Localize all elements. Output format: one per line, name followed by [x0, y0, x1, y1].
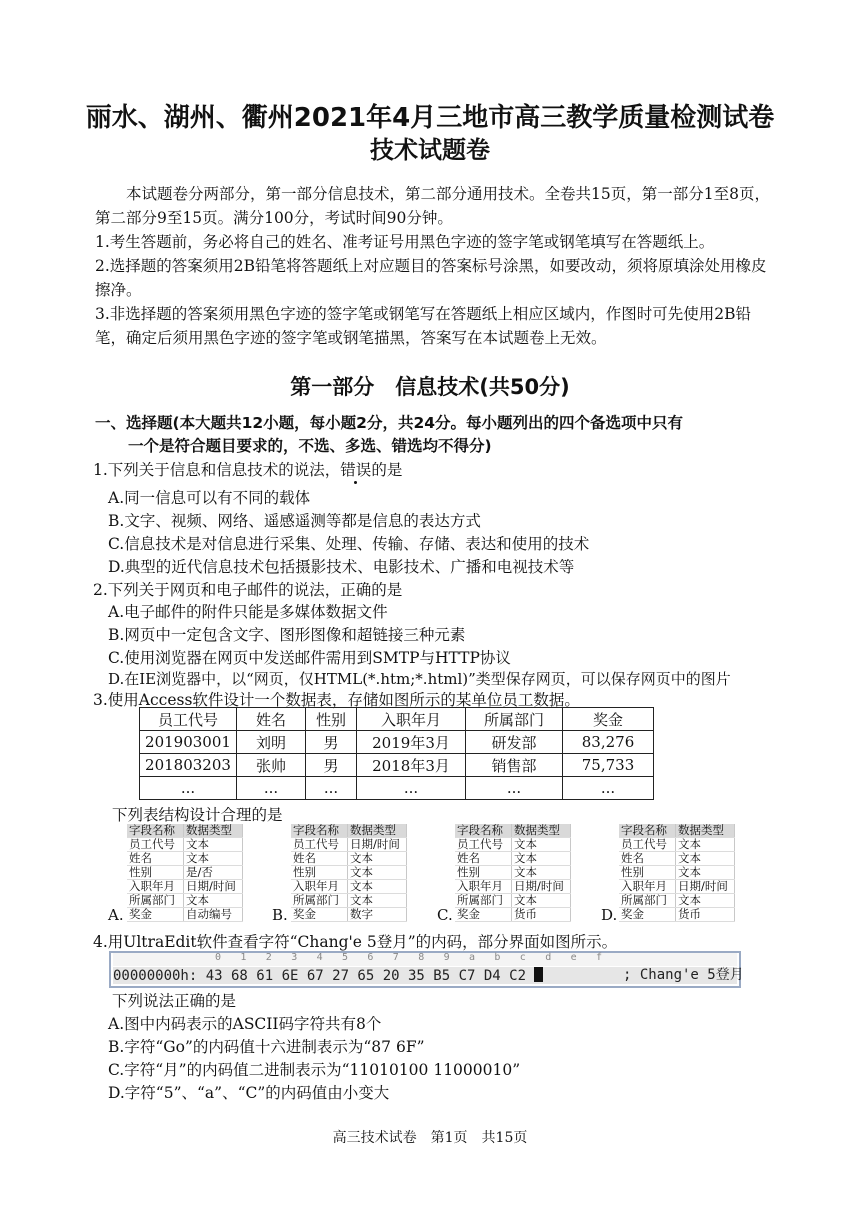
- field-type-cell: 是/否: [184, 866, 243, 880]
- field-row: [619, 880, 735, 894]
- field-type-cell: 文本: [676, 866, 735, 880]
- hex-ruler-digit: 0: [215, 952, 222, 963]
- field-name-cell: 奖金: [127, 908, 184, 922]
- field-type-cell: 数据类型: [348, 824, 407, 838]
- table-cell: 75,733: [563, 754, 654, 777]
- exam-subtitle: 技术试题卷: [370, 136, 490, 164]
- field-type-cell: 日期/时间: [512, 880, 571, 894]
- field-row: [291, 908, 407, 922]
- field-name-cell: 奖金: [619, 908, 676, 922]
- hex-ruler-digit: 7: [392, 952, 399, 963]
- field-row: [455, 880, 571, 894]
- table-cell: 男: [306, 754, 357, 777]
- design-option-label: A.: [108, 906, 124, 924]
- field-structure-table: [455, 824, 571, 922]
- question-4-option-d: D.字符“5”、“a”、“C”的内码值由小变大: [108, 1084, 390, 1102]
- hex-ruler-digit: 4: [316, 952, 323, 963]
- field-name-cell: 奖金: [455, 908, 512, 922]
- field-name-cell: 姓名: [619, 852, 676, 866]
- table-cell: ...: [237, 777, 306, 800]
- question-1-stem-prefix: 1.下列关于信息和信息技术的说法，: [93, 461, 341, 479]
- instruction-3: 3.非选择题的答案须用黑色字迹的签字笔或钢笔写在答题纸上相应区域内，作图时可先使用2B铅笔，确定后须用黑色字迹的签字笔或钢笔描黑，答案写在本试题卷上无效。: [95, 305, 752, 347]
- field-name-cell: 奖金: [291, 908, 348, 922]
- field-type-cell: 文本: [512, 894, 571, 908]
- table-header-row: [140, 708, 654, 731]
- field-type-cell: 文本: [184, 852, 243, 866]
- hex-ruler-digit: 6: [367, 952, 374, 963]
- hex-data-row: [113, 967, 744, 984]
- hex-ruler-digit: 2: [265, 952, 272, 963]
- hex-ruler-digit: 5: [342, 952, 349, 963]
- field-type-cell: 文本: [676, 894, 735, 908]
- field-row: [619, 852, 735, 866]
- field-header-row: [619, 824, 735, 838]
- question-1-option-d: D.典型的近代信息技术包括摄影技术、电影技术、广播和电视技术等: [108, 558, 575, 576]
- hex-ruler-digit: 3: [291, 952, 298, 963]
- field-row: [127, 880, 243, 894]
- field-name-cell: 字段名称: [291, 824, 348, 838]
- field-type-cell: 文本: [512, 838, 571, 852]
- part-heading: 第一部分 信息技术(共50分): [290, 375, 570, 399]
- field-type-cell: 文本: [348, 866, 407, 880]
- table-cell: 201803203: [140, 754, 237, 777]
- field-row: [291, 880, 407, 894]
- field-name-cell: 员工代号: [291, 838, 348, 852]
- table-row: [140, 754, 654, 777]
- emphasis-text: 错误: [340, 461, 372, 479]
- field-type-cell: 文本: [348, 894, 407, 908]
- question-1-option-c: C.信息技术是对信息进行采集、处理、传输、存储、表达和使用的技术: [108, 535, 590, 553]
- field-name-cell: 性别: [455, 866, 512, 880]
- field-row: [619, 908, 735, 922]
- field-type-cell: 文本: [676, 838, 735, 852]
- question-4-option-b: B.字符“Go”的内码值十六进制表示为“87 6F”: [108, 1038, 425, 1056]
- field-structure-table: [127, 824, 243, 922]
- question-2-option-c: C.使用浏览器在网页中发送邮件需用到SMTP与HTTP协议: [108, 649, 511, 667]
- question-1-option-a: A.同一信息可以有不同的载体: [108, 489, 311, 507]
- field-name-cell: 入职年月: [619, 880, 676, 894]
- table-cell: ...: [466, 777, 563, 800]
- field-type-cell: 文本: [184, 894, 243, 908]
- field-name-cell: 字段名称: [127, 824, 184, 838]
- hex-ruler-digit: 8: [418, 952, 425, 963]
- field-row: [291, 852, 407, 866]
- field-row: [127, 908, 243, 922]
- field-name-cell: 性别: [291, 866, 348, 880]
- field-type-cell: 数据类型: [512, 824, 571, 838]
- field-row: [127, 838, 243, 852]
- table-header-cell: 奖金: [563, 708, 654, 731]
- question-2-option-d: D.在IE浏览器中，以“网页，仅HTML(*.htm;*.html)”类型保存网页，可以保存网页中的图片: [108, 670, 731, 688]
- field-row: [619, 894, 735, 908]
- field-name-cell: 员工代号: [455, 838, 512, 852]
- table-header-cell: 性别: [306, 708, 357, 731]
- hex-ruler-digit: c: [519, 952, 526, 963]
- question-3-followup: 下列表结构设计合理的是: [112, 806, 283, 824]
- field-type-cell: 数据类型: [184, 824, 243, 838]
- field-header-row: [455, 824, 571, 838]
- table-cell: 研发部: [466, 731, 563, 754]
- question-2-option-b: B.网页中一定包含文字、图形图像和超链接三种元素: [108, 626, 466, 644]
- field-type-cell: 文本: [676, 852, 735, 866]
- hex-column-ruler: [113, 953, 737, 966]
- field-row: [455, 908, 571, 922]
- table-cell: ...: [357, 777, 466, 800]
- field-row: [127, 894, 243, 908]
- table-cell: 男: [306, 731, 357, 754]
- hex-ruler-digit: 9: [443, 952, 450, 963]
- field-row: [619, 866, 735, 880]
- hex-ruler-digit: 1: [240, 952, 247, 963]
- section-instructions-line2: 一个是符合题目要求的，不选、多选、错选均不得分): [128, 437, 492, 455]
- field-name-cell: 性别: [619, 866, 676, 880]
- field-row: [619, 838, 735, 852]
- question-2-stem: 2.下列关于网页和电子邮件的说法，正确的是: [93, 581, 403, 599]
- hex-ruler-digit: e: [570, 952, 577, 963]
- intro-paragraph: 本试题卷分两部分，第一部分信息技术，第二部分通用技术。全卷共15页，第一部分1至8页，第二部分9至15页。满分100分，考试时间90分钟。: [95, 185, 770, 227]
- hex-bytes: 00000000h: 43 68 61 6E 67 27 65 20 35 B5 C7 D4 C2: [113, 968, 527, 984]
- field-type-cell: 自动编号: [184, 908, 243, 922]
- instruction-1: 1.考生答题前，务必将自己的姓名、准考证号用黑色字迹的签字笔或钢笔填写在答题纸上。: [95, 233, 715, 251]
- ultraedit-hex-view: [109, 951, 744, 988]
- field-type-cell: 数据类型: [676, 824, 735, 838]
- question-1-stem-suffix: 的是: [371, 461, 403, 479]
- field-type-cell: 货币: [676, 908, 735, 922]
- question-1-stem: [93, 458, 402, 480]
- hex-ruler-digit: d: [545, 952, 552, 963]
- field-type-cell: 日期/时间: [676, 880, 735, 894]
- field-type-cell: 文本: [184, 838, 243, 852]
- instruction-2: 2.选择题的答案须用2B铅笔将答题纸上对应题目的答案标号涂黑，如要改动，须将原填涂处用橡皮擦净。: [95, 257, 767, 299]
- field-header-row: [291, 824, 407, 838]
- table-row: [140, 777, 654, 800]
- field-name-cell: 所属部门: [291, 894, 348, 908]
- field-name-cell: 字段名称: [455, 824, 512, 838]
- field-type-cell: 文本: [348, 880, 407, 894]
- field-header-row: [127, 824, 243, 838]
- design-option-label: D.: [601, 906, 618, 924]
- field-name-cell: 所属部门: [619, 894, 676, 908]
- field-row: [455, 838, 571, 852]
- field-name-cell: 员工代号: [619, 838, 676, 852]
- table-cell: 刘明: [237, 731, 306, 754]
- hex-ruler-digit: f: [596, 952, 603, 963]
- hex-ruler-digit: a: [469, 952, 476, 963]
- question-2-option-a: A.电子邮件的附件只能是多媒体数据文件: [108, 603, 388, 621]
- field-row: [291, 838, 407, 852]
- design-option-label: B.: [272, 906, 288, 924]
- field-row: [455, 852, 571, 866]
- field-name-cell: 员工代号: [127, 838, 184, 852]
- field-type-cell: 数字: [348, 908, 407, 922]
- table-cell: ...: [140, 777, 237, 800]
- field-name-cell: 入职年月: [455, 880, 512, 894]
- table-cell: 2018年3月: [357, 754, 466, 777]
- question-4-option-a: A.图中内码表示的ASCII码字符共有8个: [108, 1015, 382, 1033]
- table-cell: 销售部: [466, 754, 563, 777]
- field-type-cell: 文本: [512, 852, 571, 866]
- field-type-cell: 日期/时间: [348, 838, 407, 852]
- table-header-cell: 入职年月: [357, 708, 466, 731]
- design-option-label: C.: [437, 906, 453, 924]
- table-cell: 张帅: [237, 754, 306, 777]
- field-name-cell: 姓名: [127, 852, 184, 866]
- question-4-stem: 4.用UltraEdit软件查看字符“Chang'e 5登月”的内码，部分界面如图所示。: [93, 933, 618, 951]
- hex-text-column: ; Chang'e 5登月: [623, 967, 744, 983]
- field-row: [127, 866, 243, 880]
- field-row: [127, 852, 243, 866]
- field-name-cell: 所属部门: [455, 894, 512, 908]
- text-cursor: [534, 967, 543, 982]
- table-header-cell: 姓名: [237, 708, 306, 731]
- field-type-cell: 文本: [348, 852, 407, 866]
- field-row: [291, 866, 407, 880]
- table-cell: ...: [563, 777, 654, 800]
- question-4-option-c: C.字符“月”的内码值二进制表示为“11010100 11000010”: [108, 1061, 521, 1079]
- question-1-option-b: B.文字、视频、网络、遥感遥测等都是信息的表达方式: [108, 512, 481, 530]
- section-instructions-line1: 一、选择题(本大题共12小题，每小题2分，共24分。每小题列出的四个备选项中只有: [95, 414, 684, 432]
- table-cell: 83,276: [563, 731, 654, 754]
- question-4-followup: 下列说法正确的是: [112, 992, 237, 1010]
- field-type-cell: 货币: [512, 908, 571, 922]
- hex-ruler-digit: b: [494, 952, 501, 963]
- field-row: [455, 894, 571, 908]
- field-row: [455, 866, 571, 880]
- page-footer: 高三技术试卷 第1页 共15页: [332, 1130, 528, 1146]
- field-name-cell: 姓名: [455, 852, 512, 866]
- field-structure-table: [291, 824, 407, 922]
- table-header-cell: 所属部门: [466, 708, 563, 731]
- field-type-cell: 文本: [512, 866, 571, 880]
- question-3-stem: 3.使用Access软件设计一个数据表，存储如图所示的某单位员工数据。: [93, 691, 580, 709]
- field-name-cell: 入职年月: [127, 880, 184, 894]
- field-name-cell: 入职年月: [291, 880, 348, 894]
- field-structure-table: [619, 824, 735, 922]
- table-cell: ...: [306, 777, 357, 800]
- table-row: [140, 731, 654, 754]
- field-name-cell: 性别: [127, 866, 184, 880]
- field-row: [291, 894, 407, 908]
- field-name-cell: 姓名: [291, 852, 348, 866]
- field-name-cell: 字段名称: [619, 824, 676, 838]
- employee-data-table: [139, 707, 654, 800]
- table-header-cell: 员工代号: [140, 708, 237, 731]
- table-cell: 201903001: [140, 731, 237, 754]
- table-cell: 2019年3月: [357, 731, 466, 754]
- exam-title: 丽水、湖州、衢州2021年4月三地市高三教学质量检测试卷: [85, 103, 775, 133]
- field-name-cell: 所属部门: [127, 894, 184, 908]
- field-type-cell: 日期/时间: [184, 880, 243, 894]
